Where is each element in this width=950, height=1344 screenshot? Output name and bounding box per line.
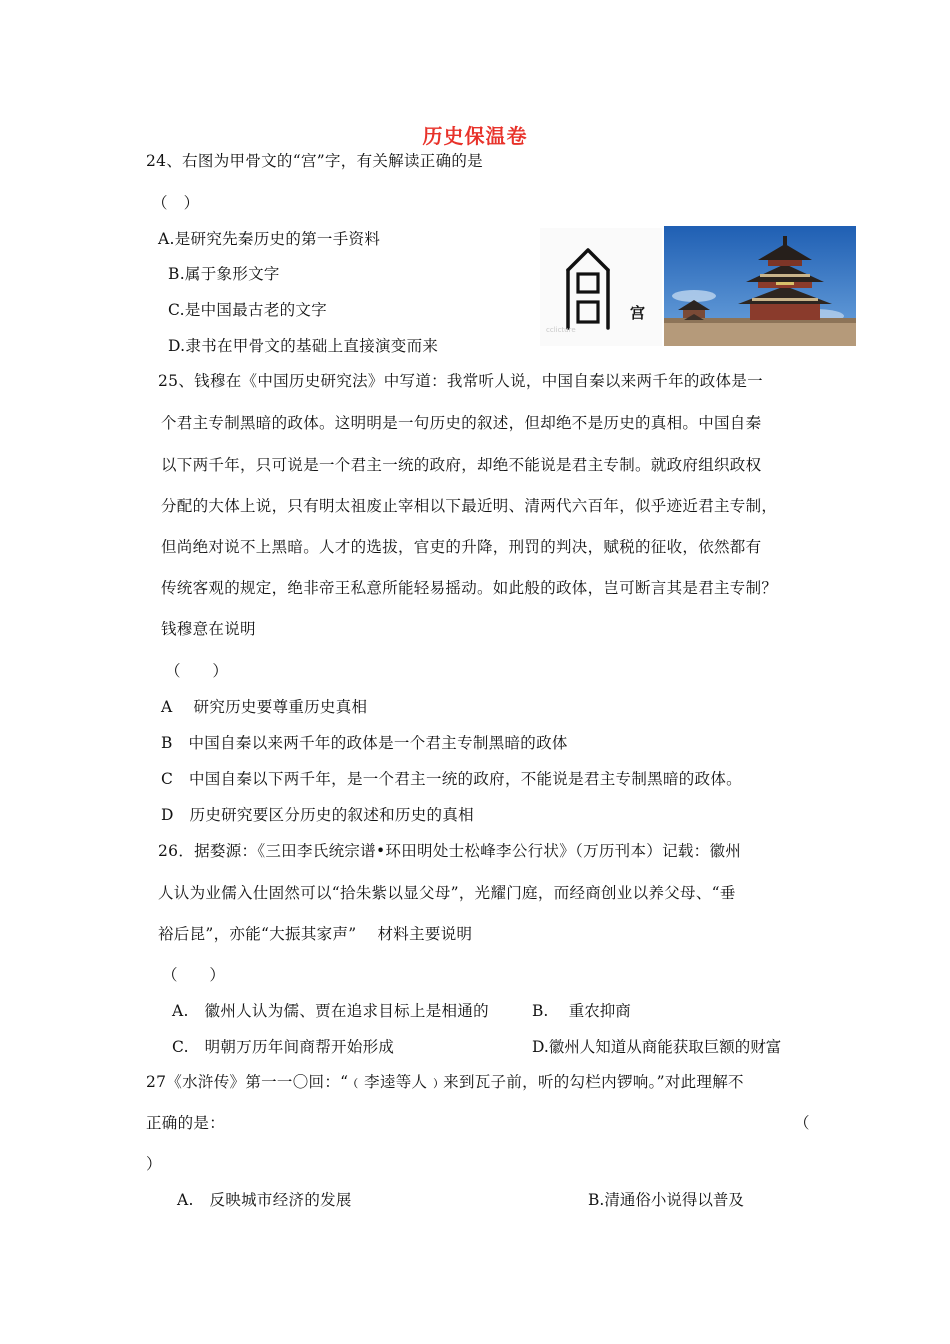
q25-option-b: B 中国自秦以来两千年的政体是一个君主专制黑暗的政体 xyxy=(161,734,568,752)
q24-option-a: A.是研究先秦历史的第一手资料 xyxy=(158,230,381,248)
q26-bracket: （ ） xyxy=(162,966,226,984)
q24-option-d: D.隶书在甲骨文的基础上直接演变而来 xyxy=(168,337,439,355)
q25-line-2: 个君主专制黑暗的政体。这明明是一句历史的叙述，但却绝不是历史的真相。中国自秦 xyxy=(161,414,762,432)
q27-line-2: 正确的是： xyxy=(146,1114,226,1132)
q26-option-d: D.徽州人知道从商能获取巨额的财富 xyxy=(532,1038,782,1056)
q26-line-1: 26．据婺源：《三田李氏统宗谱•环田明处士松峰李公行状》（万历刊本）记载：徽州 xyxy=(158,842,742,860)
oracle-bone-glyph-image xyxy=(540,228,662,346)
q24-option-b: B.属于象形文字 xyxy=(168,265,280,283)
q27-bracket-close: ） xyxy=(146,1155,162,1173)
page-title: 历史保温卷 xyxy=(422,124,528,148)
q24-bracket: （ ） xyxy=(152,194,200,212)
q25-option-c: C 中国自秦以下两千年，是一个君主一统的政府，不能说是君主专制黑暗的政体。 xyxy=(161,770,742,788)
svg-text:cclicture: cclicture xyxy=(546,326,576,334)
q25-line-6: 传统客观的规定，绝非帝王私意所能轻易摇动。如此般的政体，岂可断言其是君主专制？ xyxy=(161,579,778,597)
q26-option-c: C. 明朝万历年间商帮开始形成 xyxy=(172,1038,395,1056)
palace-building-icon xyxy=(664,226,856,346)
q26-line-2: 人认为业儒入仕固然可以“拾朱紫以显父母”，光耀门庭，而经商创业以养父母、“垂 xyxy=(158,884,736,902)
gong-glyph-icon xyxy=(540,228,662,346)
palace-photo xyxy=(664,226,856,346)
q26-option-a: A. 徽州人认为儒、贾在追求目标上是相通的 xyxy=(172,1002,489,1020)
q24-stem: 24、右图为甲骨文的“宫”字，有关解读正确的是 xyxy=(146,152,483,170)
q25-bracket: （ ） xyxy=(165,662,229,680)
q27-line-1: 27《水浒传》第一一〇回：“﹙李逵等人﹚来到瓦子前，听的勾栏内锣响。”对此理解不 xyxy=(146,1073,744,1091)
q25-line-5: 但尚绝对说不上黑暗。人才的选拔，官吏的升降，刑罚的判决，赋税的征收，依然都有 xyxy=(161,538,762,556)
q25-line-4: 分配的大体上说，只有明太祖废止宰相以下最近明、清两代六百年，似乎迹近君主专制， xyxy=(161,497,778,515)
q27-option-b: B.清通俗小说得以普及 xyxy=(588,1191,744,1209)
q26-line-3: 裕后昆”，亦能“大振其家声” 材料主要说明 xyxy=(158,925,473,943)
q25-line-7: 钱穆意在说明 xyxy=(161,620,256,638)
q25-line-3: 以下两千年，只可说是一个君主一统的政府，却绝不能说是君主专制。就政府组织政权 xyxy=(161,456,762,474)
q26-option-b: B. 重农抑商 xyxy=(532,1002,631,1020)
q27-bracket-open: （ xyxy=(794,1114,810,1132)
q27-option-a: A. 反映城市经济的发展 xyxy=(177,1191,352,1209)
q25-line-1: 25、钱穆在《中国历史研究法》中写道：我常听人说，中国自秦以来两千年的政体是一 xyxy=(158,372,763,390)
glyph-caption: 宫 xyxy=(630,304,646,322)
q25-option-d: D 历史研究要区分历史的叙述和历史的真相 xyxy=(161,806,474,824)
q25-option-a: A 研究历史要尊重历史真相 xyxy=(161,698,368,716)
q24-option-c: C.是中国最古老的文字 xyxy=(168,301,328,319)
